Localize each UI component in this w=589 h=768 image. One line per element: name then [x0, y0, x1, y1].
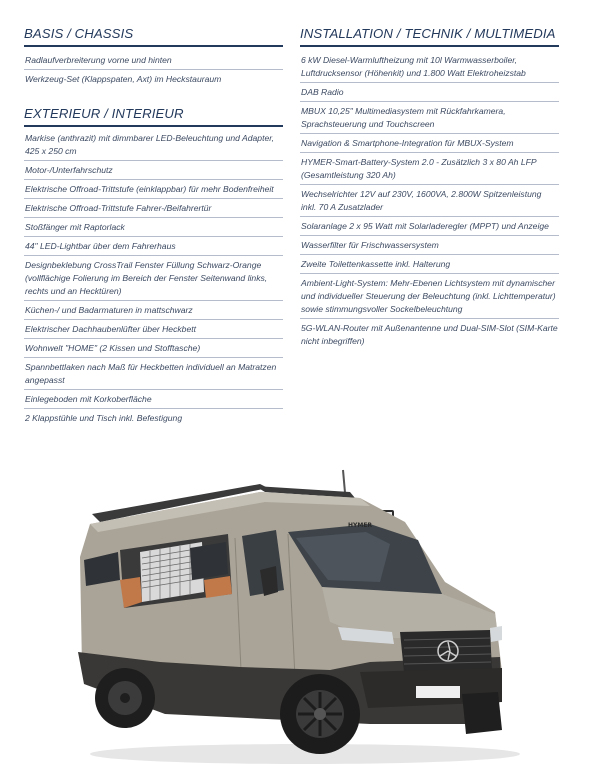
list-item: Elektrische Offroad-Trittstufe (einklappbar) für mehr Bodenfreiheit: [24, 180, 283, 199]
hymer-logo: HYMER: [348, 522, 373, 529]
list-item: 44" LED-Lightbar über dem Fahrerhaus: [24, 237, 283, 256]
list-item: Solaranlage 2 x 95 Watt mit Solarladeregler (MPPT) und Anzeige: [300, 217, 559, 236]
list-item: Elektrischer Dachhaubenlüfter über Heckbett: [24, 320, 283, 339]
list-item: Wohnwelt "HOME" (2 Kissen und Stofftasche): [24, 339, 283, 358]
list-exterieur: [24, 129, 283, 427]
list-item: MBUX 10,25" Multimediasystem mit Rückfahrkamera, Sprachsteuerung und Touchscreen: [300, 102, 559, 134]
list-item: Zweite Toilettenkassette inkl. Halterung: [300, 255, 559, 274]
list-item: HYMER-Smart-Battery-System 2.0 - Zusätzlich 3 x 80 Ah LFP (Gesamtleistung 320 Ah): [300, 153, 559, 185]
list-item: Küchen-/ und Badarmaturen in mattschwarz: [24, 301, 283, 320]
list-item: Werkzeug-Set (Klappspaten, Axt) im Heckstauraum: [25, 74, 222, 84]
section-title-exterieur: EXTERIEUR / INTERIEUR: [24, 106, 283, 127]
list-item: Wasserfilter für Frischwassersystem: [300, 236, 559, 255]
list-item: DAB Radio: [300, 83, 559, 102]
list-item: 2 Klappstühle und Tisch inkl. Befestigung: [25, 413, 183, 423]
section-title-basis: BASIS / CHASSIS: [24, 26, 283, 47]
list-item: Motor-/Unterfahrschutz: [24, 161, 283, 180]
list-item: Navigation & Smartphone-Integration für MBUX-System: [300, 134, 559, 153]
section-title-installation: INSTALLATION / TECHNIK / MULTIMEDIA: [300, 26, 559, 47]
list-item: Wechselrichter 12V auf 230V, 1600VA, 2.800W Spitzenleistung inkl. 70 A Zusatzlader: [300, 185, 559, 217]
list-item: Markise (anthrazit) mit dimmbarer LED-Beleuchtung und Adapter, 425 x 250 cm: [24, 129, 283, 161]
list-installation: [300, 51, 559, 350]
list-basis: [24, 51, 283, 88]
list-item: Ambient-Light-System: Mehr-Ebenen Lichtsystem mit dynamischer und individueller Steuerung der Beleuchtung (inkl. Lichttemperatur) sowie stimmungsvoller Sockelbeleuchtung: [300, 274, 559, 319]
list-item: Stoßfänger mit Raptorlack: [24, 218, 283, 237]
camper-van-image: [70, 462, 530, 768]
list-item: 5G-WLAN-Router mit Außenantenne und Dual-SIM-Slot (SIM-Karte nicht inbegriffen): [301, 323, 558, 346]
list-item: Designbeklebung CrossTrail Fenster Füllung Schwarz-Orange (vollflächige Folierung im Bereich der Fenster Seitenwand links, rechts und an Hecktüren): [24, 256, 283, 301]
rear-wheel: [95, 668, 155, 728]
list-item: 6 kW Diesel-Warmluftheizung mit 10l Warmwasserboiler, Luftdrucksensor (Höhenkit) und 1.800 Watt Elektroheizstab: [300, 51, 559, 83]
list-item: Spannbettlaken nach Maß für Heckbetten individuell an Matratzen angepasst: [24, 358, 283, 390]
front-wheel: [280, 674, 360, 754]
list-item: Einlegeboden mit Korkoberfläche: [24, 390, 283, 409]
list-item: Elektrische Offroad-Trittstufe Fahrer-/Beifahrertür: [24, 199, 283, 218]
list-item: Radlaufverbreiterung vorne und hinten: [24, 51, 283, 70]
